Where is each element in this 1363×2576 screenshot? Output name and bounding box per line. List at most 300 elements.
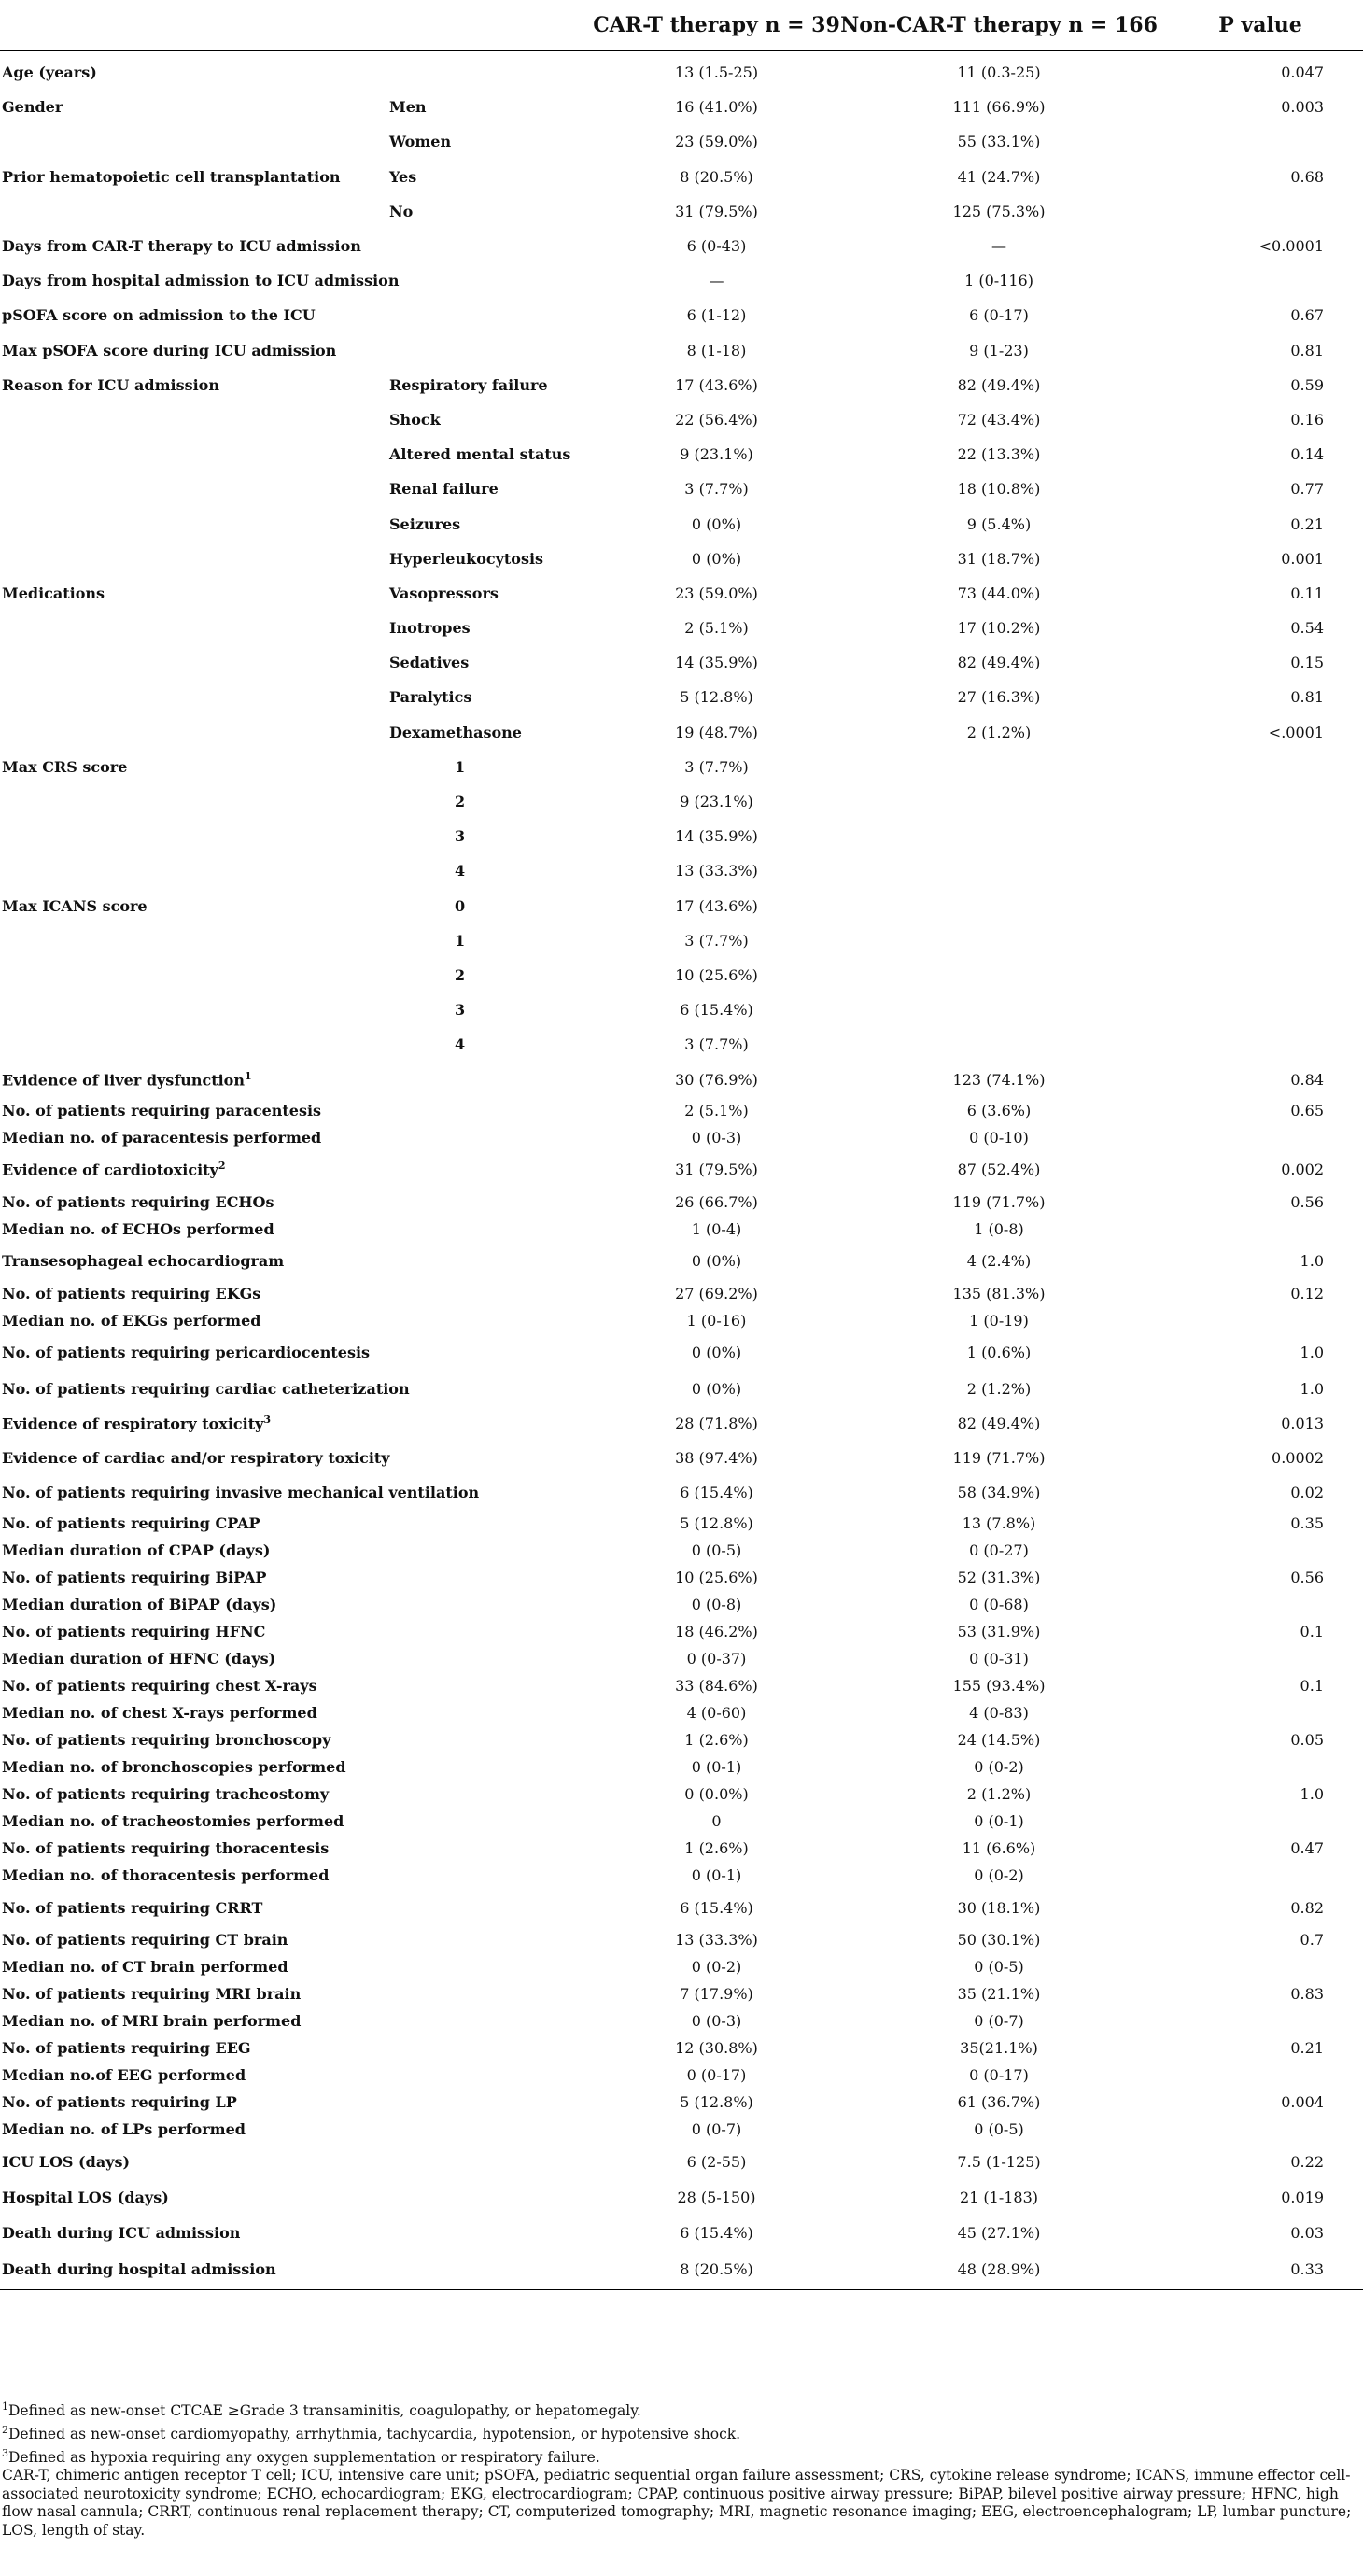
row-label: No. of patients requiring CRRT [2, 1898, 263, 1917]
row-sublabel: 4 [455, 1035, 466, 1054]
car-t-value: 5 (12.8%) [680, 2093, 753, 2112]
row-label [0, 124, 387, 159]
p-value [1158, 1953, 1363, 1980]
row-label: No. of patients requiring chest X-rays [2, 1677, 317, 1696]
row-label: Evidence of respiratory toxicity$^3$ [2, 1414, 272, 1433]
table-body [0, 51, 1363, 2290]
non-car-t-value: 53 (31.9%) [957, 1623, 1041, 1641]
car-t-value: 23 (59.0%) [675, 133, 758, 151]
table-row [0, 1926, 1363, 1953]
non-car-t-value: 119 (71.7%) [952, 1192, 1046, 1211]
row-label: Days from hospital admission to ICU admission [2, 272, 400, 290]
table-row [0, 2180, 1363, 2215]
row-sublabel [387, 1334, 593, 1372]
car-t-value: 0 (0-8) [691, 1596, 742, 1614]
non-car-t-value: 0 (0-10) [969, 1128, 1029, 1147]
non-car-t-value: 11 (0.3-25) [957, 63, 1041, 82]
table-row [0, 1062, 1363, 1096]
row-sublabel: 2 [455, 793, 466, 811]
row-label [0, 645, 387, 680]
table-row [0, 1645, 1363, 1672]
table-row [0, 645, 1363, 680]
row-sublabel [387, 1835, 593, 1862]
car-t-value: 0 (0-3) [691, 2012, 742, 2031]
row-sublabel [387, 1124, 593, 1151]
header-car-t: CAR-T therapy n = 39 [593, 0, 840, 51]
car-t-value: 6 (15.4%) [680, 1001, 753, 1020]
car-t-value: 8 (1-18) [686, 341, 747, 359]
row-sublabel: Respiratory failure [389, 375, 548, 394]
car-t-value: 0 (0%) [691, 1252, 742, 1271]
car-t-value: 10 (25.6%) [675, 1569, 758, 1587]
table-row [0, 1510, 1363, 1537]
table-header [0, 0, 1363, 51]
table-row [0, 1216, 1363, 1243]
non-car-t-value: 31 (18.7%) [957, 549, 1041, 568]
row-sublabel [387, 1406, 593, 1441]
car-t-value: 0 (0-5) [691, 1541, 742, 1560]
car-t-value: 27 (69.2%) [675, 1284, 758, 1302]
p-value: 0.33 [1158, 2250, 1363, 2290]
non-car-t-value [840, 889, 1158, 923]
table-row [0, 680, 1363, 714]
car-t-value: 0 (0-17) [686, 2066, 747, 2085]
row-label [0, 402, 387, 437]
p-value: 0.11 [1290, 584, 1324, 602]
table-row [0, 1835, 1363, 1862]
table-row [0, 368, 1363, 402]
non-car-t-value: 82 (49.4%) [957, 654, 1041, 672]
footnotes [2, 2398, 1357, 2541]
car-t-value: 31 (79.5%) [675, 1161, 758, 1179]
row-sublabel [387, 2216, 593, 2250]
p-value [1158, 992, 1363, 1027]
p-value [1158, 1216, 1363, 1243]
row-sublabel [387, 51, 593, 91]
non-car-t-value [840, 992, 1158, 1027]
p-value [1158, 1862, 1363, 1889]
non-car-t-value: 21 (1-183) [959, 2189, 1039, 2207]
table-row [0, 1334, 1363, 1372]
p-value: 0.77 [1290, 480, 1324, 499]
p-value: 0.14 [1290, 445, 1324, 464]
row-sublabel [387, 298, 593, 332]
row-sublabel [387, 1151, 593, 1189]
car-t-value: 22 (56.4%) [675, 410, 758, 429]
row-sublabel [387, 1510, 593, 1537]
non-car-t-value: 0 (0-68) [969, 1596, 1029, 1614]
car-t-value: 30 (76.9%) [675, 1070, 758, 1089]
row-label [0, 611, 387, 645]
p-value [1158, 1699, 1363, 1726]
p-value: 0.47 [1290, 1839, 1324, 1858]
non-car-t-value: 135 (81.3%) [952, 1284, 1046, 1302]
table-row [0, 51, 1363, 91]
non-car-t-value: 13 (7.8%) [962, 1514, 1036, 1533]
row-sublabel: Sedatives [389, 654, 470, 672]
table-row [0, 1753, 1363, 1781]
non-car-t-value: 119 (71.7%) [952, 1449, 1046, 1468]
row-sublabel [387, 263, 593, 298]
row-label: Median duration of HFNC (days) [2, 1650, 276, 1668]
p-value: 0.0002 [1272, 1449, 1324, 1468]
row-label [0, 1027, 387, 1062]
table-row [0, 542, 1363, 576]
non-car-t-value [840, 1027, 1158, 1062]
table-row [0, 889, 1363, 923]
row-label: Hospital LOS (days) [2, 2189, 169, 2207]
abbreviations: CAR-T, chimeric antigen receptor T cell; ICU, intensive care unit; pSOFA, pediatric sequential organ failure assessment; CRS, cytokine release syndrome; ICANS, immune effector cell-associated neurotoxicity syndrome; ECHO, echocardiogram; EKG, electrocardiogram; CPAP, continuous positive airway pressure; BiPAP, bilevel positive airway pressure; HFNC, high flow nasal cannula; CRRT, continuous renal replacement therapy; CT, computerized tomography; MRI, magnetic resonance imaging; EEG, electroencephalogram; LP, lumbar puncture; LOS, length of stay. [2, 2467, 1352, 2540]
table-row [0, 1280, 1363, 1307]
non-car-t-value: 1 (0-19) [969, 1311, 1029, 1330]
row-label: Median no. of EKGs performed [2, 1311, 261, 1330]
row-sublabel [387, 1645, 593, 1672]
row-sublabel: 1 [455, 931, 466, 950]
row-sublabel [387, 1097, 593, 1124]
row-sublabel: Yes [389, 167, 417, 186]
row-label: Median duration of CPAP (days) [2, 1541, 271, 1560]
row-label: No. of patients requiring paracentesis [2, 1101, 322, 1119]
non-car-t-value: 30 (18.1%) [957, 1898, 1041, 1917]
car-t-value: 1 (0-4) [691, 1219, 742, 1238]
p-value [1158, 263, 1363, 298]
p-value [1158, 1808, 1363, 1835]
row-sublabel [387, 1189, 593, 1216]
non-car-t-value: 2 (1.2%) [966, 1379, 1032, 1398]
table-row [0, 1953, 1363, 1980]
non-car-t-value: 73 (44.0%) [957, 584, 1041, 602]
footnote-marker: 1 [244, 1069, 252, 1082]
p-value [1158, 784, 1363, 819]
non-car-t-value: 35(21.1%) [960, 2039, 1038, 2058]
table-row [0, 992, 1363, 1027]
car-t-value: 38 (97.4%) [675, 1449, 758, 1468]
p-value: 0.21 [1290, 2039, 1324, 2058]
p-value: 0.7 [1300, 1931, 1324, 1950]
table-row [0, 1307, 1363, 1334]
car-t-value: 10 (25.6%) [675, 965, 758, 984]
car-t-value: 0 (0%) [691, 549, 742, 568]
table-row [0, 263, 1363, 298]
non-car-t-value [840, 923, 1158, 958]
row-sublabel: 3 [455, 827, 466, 846]
row-label: Death during hospital admission [0, 2250, 387, 2290]
footnote-marker: 2 [218, 1160, 226, 1173]
non-car-t-value: 4 (0-83) [969, 1704, 1029, 1723]
car-t-value: 0 (0%) [691, 1344, 742, 1362]
p-value: 0.65 [1290, 1101, 1324, 1119]
table-row [0, 1027, 1363, 1062]
p-value [1158, 2062, 1363, 2089]
row-sublabel: Altered mental status [389, 445, 571, 464]
row-label [0, 472, 387, 506]
p-value: <.0001 [1268, 723, 1324, 741]
car-t-value: 7 (17.9%) [680, 1985, 753, 2004]
table-row [0, 2116, 1363, 2143]
p-value: 0.03 [1290, 2223, 1324, 2242]
row-label: Median no. of tracheostomies performed [2, 1812, 344, 1831]
row-sublabel: Men [389, 98, 427, 117]
row-label: No. of patients requiring thoracentesis [2, 1839, 330, 1858]
table-row [0, 2143, 1363, 2180]
row-label: Evidence of cardiac and/or respiratory toxicity [2, 1449, 390, 1468]
table-row [0, 1889, 1363, 1926]
row-label [0, 437, 387, 472]
non-car-t-value: 111 (66.9%) [952, 98, 1046, 117]
p-value: 0.67 [1290, 306, 1324, 325]
non-car-t-value: 0 (0-5) [974, 1958, 1024, 1977]
non-car-t-value: 9 (1-23) [969, 341, 1029, 359]
table-row [0, 1980, 1363, 2007]
non-car-t-value: 58 (34.9%) [957, 1484, 1041, 1502]
table-row [0, 819, 1363, 853]
non-car-t-value: 1 (0.6%) [966, 1344, 1032, 1362]
row-label: No. of patients requiring pericardiocentesis [2, 1344, 371, 1362]
row-sublabel: Women [389, 133, 452, 151]
car-t-value: 8 (20.5%) [593, 2250, 840, 2290]
p-value: 1.0 [1300, 1252, 1324, 1271]
p-value: 0.22 [1290, 2152, 1324, 2171]
non-car-t-value: 87 (52.4%) [957, 1161, 1041, 1179]
car-t-value: 14 (35.9%) [675, 827, 758, 846]
row-label [0, 923, 387, 958]
p-value: 0.019 [1281, 2189, 1324, 2207]
non-car-t-value [840, 750, 1158, 784]
p-value: 0.05 [1290, 1731, 1324, 1750]
row-label: No. of patients requiring bronchoscopy [2, 1731, 331, 1750]
row-sublabel [387, 1537, 593, 1564]
row-label: No. of patients requiring BiPAP [2, 1569, 267, 1587]
car-t-value: 0 (0-1) [691, 1758, 742, 1777]
p-value [1158, 958, 1363, 992]
table-row [0, 2089, 1363, 2116]
non-car-t-value: 18 (10.8%) [957, 480, 1041, 499]
row-label: Median no. of LPs performed [2, 2120, 246, 2139]
row-label: No. of patients requiring HFNC [2, 1623, 266, 1641]
table-row [0, 298, 1363, 332]
row-sublabel [387, 1280, 593, 1307]
p-value: 0.002 [1281, 1161, 1324, 1179]
car-t-value: 6 (0-43) [686, 237, 747, 256]
row-sublabel [387, 1564, 593, 1591]
row-sublabel: 0 [455, 896, 466, 915]
p-value: 0.56 [1290, 1192, 1324, 1211]
car-t-value: 28 (5-150) [677, 2189, 756, 2207]
row-label: Median no. of bronchoscopies performed [2, 1758, 346, 1777]
row-label: Median no. of MRI brain performed [2, 2012, 302, 2031]
row-sublabel [387, 2180, 593, 2215]
car-t-value: 1 (2.6%) [684, 1731, 749, 1750]
non-car-t-value: 0 (0-7) [974, 2012, 1024, 2031]
row-label [0, 958, 387, 992]
non-car-t-value: 27 (16.3%) [957, 688, 1041, 707]
row-label: Median no. of CT brain performed [2, 1958, 288, 1977]
car-t-value: 18 (46.2%) [675, 1623, 758, 1641]
row-label: Transesophageal echocardiogram [2, 1252, 285, 1271]
table-row [0, 923, 1363, 958]
car-t-value: 1 (2.6%) [684, 1839, 749, 1858]
non-car-t-value: 48 (28.9%) [840, 2250, 1158, 2290]
row-sublabel [387, 2062, 593, 2089]
non-car-t-value: 2 (1.2%) [966, 1785, 1032, 1804]
row-label: ICU LOS (days) [2, 2152, 131, 2171]
row-sublabel [387, 2116, 593, 2143]
row-sublabel: 2 [455, 965, 466, 984]
non-car-t-value [840, 819, 1158, 853]
header-blank [0, 0, 387, 51]
p-value: 0.047 [1281, 63, 1324, 82]
row-sublabel [387, 1781, 593, 1808]
table-row [0, 90, 1363, 124]
table-row [0, 124, 1363, 159]
car-t-value: — [709, 272, 724, 290]
row-sublabel: Shock [389, 410, 441, 429]
p-value: 0.35 [1290, 1514, 1324, 1533]
car-t-value: 17 (43.6%) [675, 375, 758, 394]
car-t-value: 31 (79.5%) [675, 202, 758, 220]
car-t-value: 0 (0-7) [691, 2120, 742, 2139]
row-label: No. of patients requiring EEG [2, 2039, 251, 2058]
row-sublabel [387, 1889, 593, 1926]
row-sublabel [387, 2034, 593, 2062]
row-label: No. of patients requiring CT brain [2, 1931, 288, 1950]
p-value: 0.12 [1290, 1284, 1324, 1302]
car-t-value: 0 (0-3) [691, 1128, 742, 1147]
row-sublabel [387, 1953, 593, 1980]
table-row [0, 194, 1363, 229]
row-sublabel [387, 1618, 593, 1645]
table-row [0, 506, 1363, 541]
footnote: $^1$Defined as new-onset CTCAE ≥Grade 3 transaminitis, coagulopathy, or hepatomegaly. [2, 2400, 641, 2420]
p-value: 0.83 [1290, 1985, 1324, 2004]
non-car-t-value: 24 (14.5%) [957, 1731, 1041, 1750]
p-value [1158, 889, 1363, 923]
non-car-t-value: 7.5 (1-125) [957, 2152, 1041, 2171]
non-car-t-value: 50 (30.1%) [957, 1931, 1041, 1950]
row-sublabel: 4 [455, 862, 466, 880]
table-row [0, 853, 1363, 888]
row-label: Gender [2, 98, 63, 117]
table-row [0, 1781, 1363, 1808]
row-sublabel [387, 1591, 593, 1618]
table-row [0, 1406, 1363, 1441]
p-value: 0.15 [1290, 654, 1324, 672]
table-row [0, 2007, 1363, 2034]
row-sublabel [387, 1307, 593, 1334]
footnote-marker: 3 [263, 1414, 272, 1427]
p-value [1158, 923, 1363, 958]
non-car-t-value: 11 (6.6%) [962, 1839, 1036, 1858]
car-t-value: 9 (23.1%) [680, 445, 753, 464]
row-label: Median no. of paracentesis performed [2, 1128, 322, 1147]
non-car-t-value: 6 (3.6%) [966, 1101, 1032, 1119]
car-t-value: 0 (0%) [691, 1379, 742, 1398]
row-label [0, 715, 387, 750]
p-value: 0.1 [1300, 1623, 1324, 1641]
row-label: Evidence of cardiotoxicity$^2$ [2, 1160, 226, 1179]
row-label [0, 853, 387, 888]
row-sublabel [387, 2143, 593, 2180]
non-car-t-value: 123 (74.1%) [952, 1070, 1046, 1089]
row-sublabel [387, 229, 593, 263]
row-label: Median no. of thoracentesis performed [2, 1866, 330, 1885]
row-sublabel [387, 1726, 593, 1753]
non-car-t-value: 72 (43.4%) [957, 410, 1041, 429]
table-row [0, 1726, 1363, 1753]
table-row [0, 784, 1363, 819]
car-t-value: 6 (15.4%) [680, 1484, 753, 1502]
p-value: 0.59 [1290, 375, 1324, 394]
p-value: 0.21 [1290, 514, 1324, 533]
p-value: 1.0 [1300, 1344, 1324, 1362]
p-value: 0.81 [1290, 688, 1324, 707]
row-sublabel [387, 2089, 593, 2116]
row-label: No. of patients requiring LP [2, 2093, 237, 2112]
non-car-t-value: 55 (33.1%) [957, 133, 1041, 151]
car-t-value: 3 (7.7%) [684, 757, 749, 776]
p-value [1158, 1307, 1363, 1334]
header-non-car-t: Non-CAR-T therapy n = 166 [840, 0, 1158, 51]
car-t-value: 28 (71.8%) [675, 1414, 758, 1432]
car-t-value: 0 (0.0%) [684, 1785, 749, 1804]
row-sublabel: No [389, 202, 414, 220]
table-row [0, 1699, 1363, 1726]
p-value [1158, 819, 1363, 853]
row-label: pSOFA score on admission to the ICU [2, 306, 316, 325]
row-label: Death during ICU admission [2, 2223, 241, 2242]
car-t-value: 2 (5.1%) [684, 1101, 749, 1119]
footnote: $^2$Defined as new-onset cardiomyopathy, arrhythmia, tachycardia, hypotension, or hypotensive shock. [2, 2423, 741, 2442]
car-t-value: 5 (12.8%) [680, 688, 753, 707]
p-value [1158, 1753, 1363, 1781]
p-value [1158, 124, 1363, 159]
table-row [0, 1537, 1363, 1564]
non-car-t-value: 17 (10.2%) [957, 619, 1041, 638]
table-row [0, 611, 1363, 645]
row-label: Median no.of EEG performed [2, 2066, 246, 2085]
car-t-value: 6 (15.4%) [680, 1898, 753, 1917]
row-label: Median no. of ECHOs performed [2, 1219, 274, 1238]
p-value [1158, 1124, 1363, 1151]
row-sublabel: 1 [455, 757, 466, 776]
car-t-value: 4 (0-60) [686, 1704, 747, 1723]
p-value [1158, 2007, 1363, 2034]
non-car-t-value: 155 (93.4%) [952, 1677, 1046, 1696]
table-row [0, 1475, 1363, 1510]
p-value: 0.84 [1290, 1070, 1324, 1089]
p-value: 0.02 [1290, 1484, 1324, 1502]
row-label: No. of patients requiring EKGs [2, 1284, 261, 1302]
car-t-value: 23 (59.0%) [675, 584, 758, 602]
table-row [0, 576, 1363, 611]
non-car-t-value: 0 (0-5) [974, 2120, 1024, 2139]
table-row [0, 1564, 1363, 1591]
p-value [1158, 1027, 1363, 1062]
table-row [0, 160, 1363, 194]
p-value: 0.81 [1290, 341, 1324, 359]
car-t-value: 8 (20.5%) [680, 167, 753, 186]
p-value: 0.013 [1281, 1414, 1324, 1432]
non-car-t-value: 0 (0-27) [969, 1541, 1029, 1560]
p-value: 0.54 [1290, 619, 1324, 638]
row-sublabel [387, 333, 593, 368]
p-value: 0.004 [1281, 2093, 1324, 2112]
non-car-t-value [840, 784, 1158, 819]
non-car-t-value: 2 (1.2%) [966, 723, 1032, 741]
table-row [0, 1372, 1363, 1406]
p-value [1158, 1645, 1363, 1672]
p-value: 0.1 [1300, 1677, 1324, 1696]
